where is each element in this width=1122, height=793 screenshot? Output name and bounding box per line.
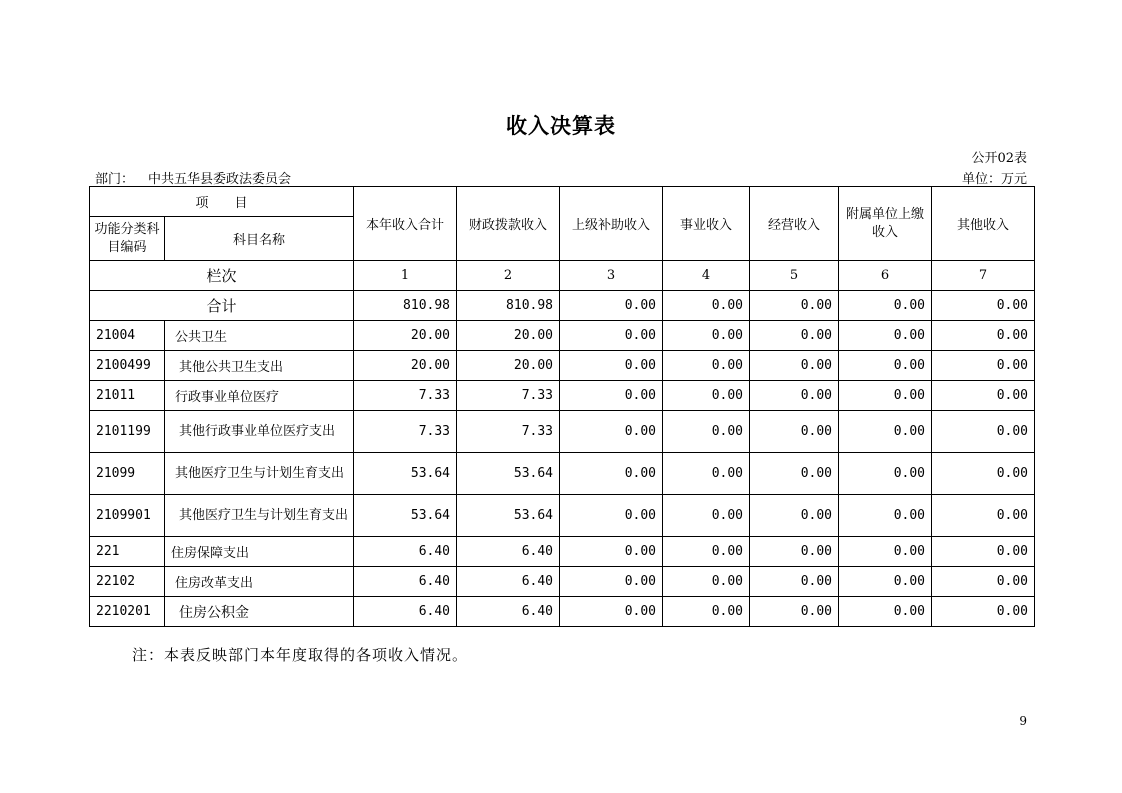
table-footnote: 注：本表反映部门本年度取得的各项收入情况。 [132, 646, 469, 664]
cell-value: 53.64 [354, 495, 457, 537]
subject-code: 21011 [90, 381, 165, 411]
income-table [89, 186, 1035, 627]
cell-value: 20.00 [457, 321, 560, 351]
column-number: 7 [932, 261, 1035, 291]
column-number: 2 [457, 261, 560, 291]
subject-name: 其他行政事业单位医疗支出 [165, 411, 354, 453]
cell-value: 0.00 [750, 567, 839, 597]
header-affiliated: 附属单位上缴收入 [839, 187, 932, 261]
total-row [90, 291, 1035, 321]
cell-value: 20.00 [457, 351, 560, 381]
cell-value: 6.40 [457, 597, 560, 627]
cell-value: 0.00 [663, 381, 750, 411]
department-label: 部门： [95, 172, 135, 187]
subject-name: 其他公共卫生支出 [165, 351, 354, 381]
cell-value: 0.00 [932, 351, 1035, 381]
column-number: 4 [663, 261, 750, 291]
cell-value: 7.33 [354, 381, 457, 411]
subject-code: 221 [90, 537, 165, 567]
cell-value: 0.00 [560, 321, 663, 351]
cell-value: 0.00 [750, 351, 839, 381]
cell-value: 0.00 [932, 597, 1035, 627]
cell-value: 0.00 [560, 537, 663, 567]
total-value: 0.00 [932, 291, 1035, 321]
cell-value: 0.00 [560, 351, 663, 381]
cell-value: 0.00 [663, 537, 750, 567]
cell-value: 0.00 [932, 495, 1035, 537]
cell-value: 0.00 [663, 453, 750, 495]
cell-value: 6.40 [354, 597, 457, 627]
table-row [90, 321, 1035, 351]
cell-value: 0.00 [750, 537, 839, 567]
table-row [90, 351, 1035, 381]
total-value: 0.00 [560, 291, 663, 321]
header-subject-name: 科目名称 [165, 217, 354, 261]
total-value: 0.00 [663, 291, 750, 321]
cell-value: 0.00 [750, 411, 839, 453]
cell-value: 53.64 [457, 453, 560, 495]
cell-value: 0.00 [839, 567, 932, 597]
subject-code: 21004 [90, 321, 165, 351]
subject-code: 22102 [90, 567, 165, 597]
table-row [90, 537, 1035, 567]
table-row [90, 597, 1035, 627]
cell-value: 6.40 [457, 537, 560, 567]
cell-value: 53.64 [457, 495, 560, 537]
column-number-row [90, 261, 1035, 291]
cell-value: 0.00 [560, 411, 663, 453]
cell-value: 6.40 [354, 537, 457, 567]
cell-value: 20.00 [354, 351, 457, 381]
table-row [90, 381, 1035, 411]
cell-value: 0.00 [839, 381, 932, 411]
cell-value: 7.33 [457, 381, 560, 411]
cell-value: 7.33 [354, 411, 457, 453]
header-other: 其他收入 [932, 187, 1035, 261]
department-name: 中共五华县委政法委员会 [148, 172, 292, 187]
cell-value: 0.00 [839, 321, 932, 351]
cell-value: 0.00 [750, 381, 839, 411]
cell-value: 0.00 [839, 351, 932, 381]
cell-value: 0.00 [663, 597, 750, 627]
cell-value: 0.00 [839, 411, 932, 453]
cell-value: 0.00 [750, 321, 839, 351]
column-number-label: 栏次 [90, 261, 354, 291]
cell-value: 6.40 [457, 567, 560, 597]
total-value: 0.00 [839, 291, 932, 321]
header-superior: 上级补助收入 [560, 187, 663, 261]
subject-name: 住房保障支出 [165, 537, 354, 567]
total-label: 合计 [90, 291, 354, 321]
table-row [90, 453, 1035, 495]
header-item: 项 目 [90, 187, 354, 217]
header-row-1 [90, 187, 1035, 217]
department-line [95, 168, 291, 187]
subject-code: 2109901 [90, 495, 165, 537]
header-operating: 经营收入 [750, 187, 839, 261]
cell-value: 0.00 [750, 597, 839, 627]
subject-code: 2100499 [90, 351, 165, 381]
subject-code: 2210201 [90, 597, 165, 627]
subject-name: 住房改革支出 [165, 567, 354, 597]
cell-value: 6.40 [354, 567, 457, 597]
cell-value: 0.00 [663, 567, 750, 597]
cell-value: 0.00 [932, 411, 1035, 453]
table-row [90, 411, 1035, 453]
subject-name: 住房公积金 [165, 597, 354, 627]
header-business: 事业收入 [663, 187, 750, 261]
total-value: 810.98 [354, 291, 457, 321]
column-number: 1 [354, 261, 457, 291]
cell-value: 0.00 [663, 351, 750, 381]
total-value: 0.00 [750, 291, 839, 321]
subject-name: 其他医疗卫生与计划生育支出 [165, 495, 354, 537]
column-number: 6 [839, 261, 932, 291]
cell-value: 0.00 [663, 495, 750, 537]
cell-value: 0.00 [932, 453, 1035, 495]
header-func-code: 功能分类科目编码 [90, 217, 165, 261]
table-row [90, 567, 1035, 597]
subject-code: 2101199 [90, 411, 165, 453]
subject-name: 行政事业单位医疗 [165, 381, 354, 411]
cell-value: 0.00 [750, 495, 839, 537]
cell-value: 0.00 [932, 321, 1035, 351]
subject-code: 21099 [90, 453, 165, 495]
cell-value: 0.00 [560, 567, 663, 597]
header-fiscal: 财政拨款收入 [457, 187, 560, 261]
cell-value: 0.00 [932, 537, 1035, 567]
cell-value: 0.00 [839, 597, 932, 627]
cell-value: 0.00 [663, 321, 750, 351]
table-row [90, 495, 1035, 537]
cell-value: 0.00 [932, 567, 1035, 597]
cell-value: 0.00 [839, 495, 932, 537]
header-total: 本年收入合计 [354, 187, 457, 261]
total-value: 810.98 [457, 291, 560, 321]
cell-value: 53.64 [354, 453, 457, 495]
cell-value: 0.00 [560, 453, 663, 495]
cell-value: 20.00 [354, 321, 457, 351]
cell-value: 0.00 [663, 411, 750, 453]
subject-name: 其他医疗卫生与计划生育支出 [165, 453, 354, 495]
cell-value: 0.00 [932, 381, 1035, 411]
cell-value: 0.00 [750, 453, 839, 495]
page-title: 收入决算表 [506, 113, 616, 138]
cell-value: 7.33 [457, 411, 560, 453]
cell-value: 0.00 [560, 597, 663, 627]
page-number: 9 [1019, 714, 1027, 728]
column-number: 3 [560, 261, 663, 291]
cell-value: 0.00 [560, 495, 663, 537]
unit-label: 单位：万元 [961, 172, 1027, 187]
cell-value: 0.00 [839, 453, 932, 495]
column-number: 5 [750, 261, 839, 291]
cell-value: 0.00 [560, 381, 663, 411]
subject-name: 公共卫生 [165, 321, 354, 351]
form-number: 公开02表 [971, 151, 1027, 166]
cell-value: 0.00 [839, 537, 932, 567]
